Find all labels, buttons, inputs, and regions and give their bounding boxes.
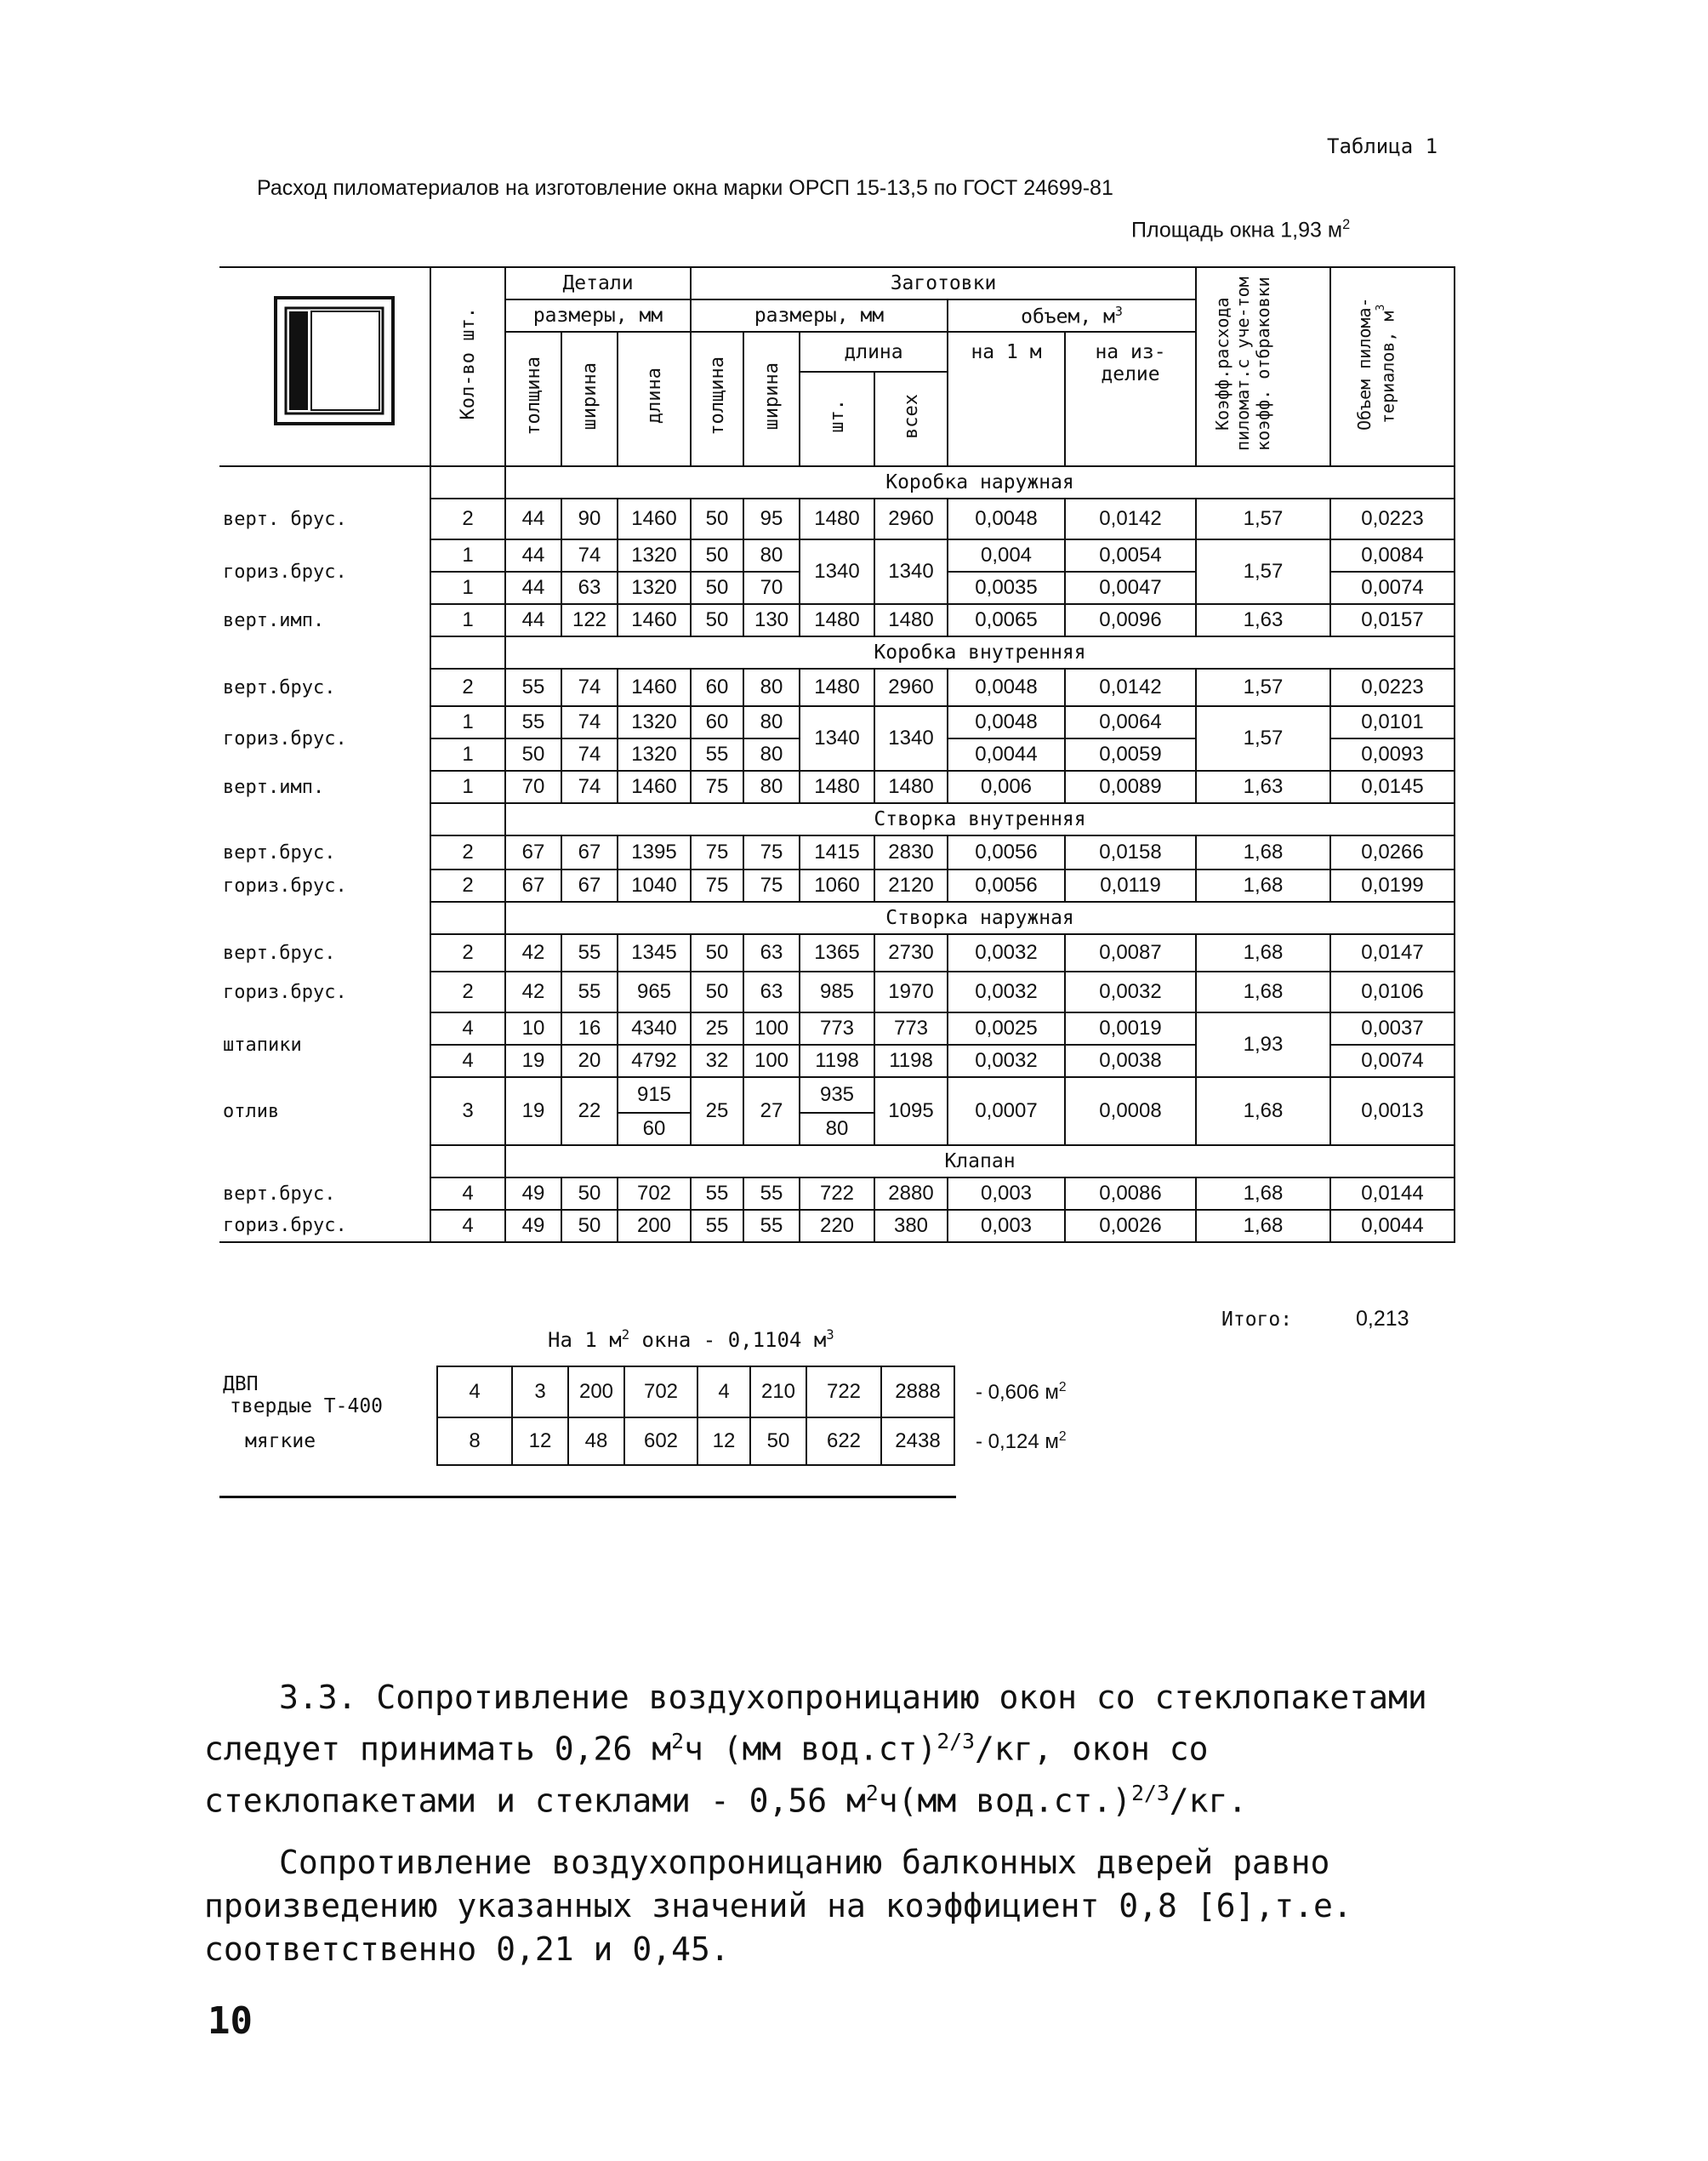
- cell: 55: [505, 706, 561, 738]
- cell: 1040: [618, 870, 691, 902]
- cell: 74: [561, 738, 618, 771]
- cell: 1320: [618, 539, 691, 572]
- cell: 1,93: [1196, 1012, 1330, 1077]
- cell: 0,0145: [1330, 771, 1455, 803]
- table-label: Таблица 1: [1327, 134, 1438, 158]
- cell: 1: [430, 738, 505, 771]
- cell: 1,63: [1196, 604, 1330, 636]
- cell: 1460: [618, 499, 691, 539]
- cell: 75: [743, 870, 800, 902]
- cell: 50: [691, 572, 743, 604]
- header-pcs: шт.: [800, 372, 874, 466]
- dvp-name-2: мягкие: [245, 1430, 316, 1452]
- cell: 0,0093: [1330, 738, 1455, 771]
- page-number: 10: [208, 1999, 253, 2043]
- cell: 44: [505, 499, 561, 539]
- header-b-width: ширина: [743, 332, 800, 466]
- table-caption: Расход пиломатериалов на изготовление окна марки ОРСП 15-13,5 по ГОСТ 24699-81: [257, 176, 1113, 200]
- row-name: верт.брус.: [219, 1177, 430, 1210]
- cell: 1970: [874, 972, 948, 1012]
- cell: 74: [561, 669, 618, 706]
- cell: 965: [618, 972, 691, 1012]
- cell: 622: [806, 1417, 881, 1465]
- cell: 0,0032: [1065, 972, 1196, 1012]
- cell: 2888: [881, 1366, 954, 1417]
- table-row: [219, 706, 1455, 738]
- cell: 0,0037: [1330, 1012, 1455, 1045]
- paragraph-3-3: 3.3. Сопротивление воздухопроницанию окон со стеклопакетами следует принимать 0,26 $м^2ч$ (мм вод.ст)$^{2/3}$/кг, окон со стеклопакетами и стеклами - 0,56 $м^2ч(мм$ вод.ст.)$^{2/3}$/кг.: [204, 1679, 1427, 1820]
- cell: 0,0048: [948, 706, 1065, 738]
- cell: 70: [743, 572, 800, 604]
- header-all: всех: [874, 372, 948, 466]
- cell: 220: [800, 1210, 874, 1242]
- table-row: [219, 934, 1455, 972]
- cell: 80: [743, 539, 800, 572]
- cell: 0,0266: [1330, 835, 1455, 870]
- cell: 0,0032: [948, 972, 1065, 1012]
- per-m2-note: На 1 $м^2$ окна - 0,1104 $м^3$: [548, 1327, 834, 1352]
- cell: 1,68: [1196, 870, 1330, 902]
- header-details: Детали: [505, 267, 691, 299]
- cell: 200: [568, 1366, 624, 1417]
- cell: 80: [743, 738, 800, 771]
- cell: 0,0035: [948, 572, 1065, 604]
- cell: 50: [691, 934, 743, 972]
- window-area-sup: 2: [1342, 217, 1351, 232]
- cell: 32: [691, 1045, 743, 1077]
- cell: 25: [691, 1012, 743, 1045]
- cell: 1415: [800, 835, 874, 870]
- table-row: [219, 972, 1455, 1012]
- cell: 0,006: [948, 771, 1065, 803]
- cell: 1,68: [1196, 972, 1330, 1012]
- cell: 1340: [874, 706, 948, 771]
- cell: 2: [430, 972, 505, 1012]
- cell: 27: [743, 1077, 800, 1145]
- cell: 42: [505, 972, 561, 1012]
- cell: 0,0087: [1065, 934, 1196, 972]
- header-b-thickness: толщина: [691, 332, 743, 466]
- cell: 55: [691, 738, 743, 771]
- cell: 1,57: [1196, 539, 1330, 604]
- cell: 1340: [800, 706, 874, 771]
- cell: 1480: [800, 771, 874, 803]
- cell: 4792: [618, 1045, 691, 1077]
- total-label: Итого:: [1221, 1309, 1293, 1331]
- cell: 0,0106: [1330, 972, 1455, 1012]
- cell: 210: [750, 1366, 806, 1417]
- cell: 1460: [618, 604, 691, 636]
- cell: 2: [430, 499, 505, 539]
- cell: 0,0142: [1065, 669, 1196, 706]
- cell: 0,0047: [1065, 572, 1196, 604]
- cell: 60: [691, 669, 743, 706]
- cell: 0,0054: [1065, 539, 1196, 572]
- cell: 80: [743, 669, 800, 706]
- cell: 75: [691, 870, 743, 902]
- cell: 63: [743, 934, 800, 972]
- cell: 8: [437, 1417, 512, 1465]
- cell: 55: [743, 1177, 800, 1210]
- header-per-item: на из-делие: [1065, 332, 1196, 466]
- cell: 50: [561, 1210, 618, 1242]
- cell: 773: [800, 1012, 874, 1045]
- cell: 55: [561, 934, 618, 972]
- header-d-thickness: толщина: [505, 332, 561, 466]
- cell: 44: [505, 572, 561, 604]
- cell: 0,0086: [1065, 1177, 1196, 1210]
- cell: 50: [561, 1177, 618, 1210]
- cell: 1480: [800, 499, 874, 539]
- cell: 2438: [881, 1417, 954, 1465]
- cell: 10: [505, 1012, 561, 1045]
- table-row: [219, 835, 1455, 870]
- cell: 1060: [800, 870, 874, 902]
- row-name: верт.имп.: [219, 771, 430, 803]
- cell: 1345: [618, 934, 691, 972]
- cell: 985: [800, 972, 874, 1012]
- cell: 4: [430, 1012, 505, 1045]
- cell: 48: [568, 1417, 624, 1465]
- row-name: верт. брус.: [219, 499, 430, 539]
- table-row: [219, 604, 1455, 636]
- row-name: гориз.брус.: [219, 1210, 430, 1242]
- cell: 50: [691, 499, 743, 539]
- cell: 122: [561, 604, 618, 636]
- cell: 20: [561, 1045, 618, 1077]
- cell: 42: [505, 934, 561, 972]
- cell: 0,0157: [1330, 604, 1455, 636]
- cell: 0,0223: [1330, 669, 1455, 706]
- cell: 1365: [800, 934, 874, 972]
- cell: 2: [430, 870, 505, 902]
- header-details-sizes: размеры, мм: [505, 299, 691, 332]
- cell: 75: [691, 771, 743, 803]
- cell: 0,0199: [1330, 870, 1455, 902]
- cell: 2120: [874, 870, 948, 902]
- cell: 1480: [874, 604, 948, 636]
- cell: 0,0013: [1330, 1077, 1455, 1145]
- row-name: верт.имп.: [219, 604, 430, 636]
- cell: 12: [697, 1417, 750, 1465]
- dvp-bottom-rule: [219, 1496, 956, 1498]
- cell: 0,0064: [1065, 706, 1196, 738]
- cell: 50: [691, 972, 743, 1012]
- table-row: [219, 1177, 1455, 1210]
- cell: 0,0065: [948, 604, 1065, 636]
- cell: 4: [430, 1177, 505, 1210]
- cell: 22: [561, 1077, 618, 1145]
- header-d-width: ширина: [561, 332, 618, 466]
- cell: 63: [743, 972, 800, 1012]
- cell: 0,0144: [1330, 1177, 1455, 1210]
- cell: 1: [430, 706, 505, 738]
- cell: 0,003: [948, 1210, 1065, 1242]
- cell: 67: [561, 870, 618, 902]
- cell: 4: [697, 1366, 750, 1417]
- cell: 0,0048: [948, 499, 1065, 539]
- cell: 1340: [800, 539, 874, 604]
- cell: 19: [505, 1077, 561, 1145]
- total-value: 0,213: [1356, 1307, 1409, 1331]
- cell: 1198: [874, 1045, 948, 1077]
- cell: 3: [512, 1366, 568, 1417]
- cell: 2830: [874, 835, 948, 870]
- cell: 1395: [618, 835, 691, 870]
- cell: 200: [618, 1210, 691, 1242]
- cell: 0,0059: [1065, 738, 1196, 771]
- table-row: [219, 1210, 1455, 1242]
- cell: 0,0089: [1065, 771, 1196, 803]
- table-row: [219, 499, 1455, 539]
- row-name: верт.брус.: [219, 835, 430, 870]
- cell: 60: [691, 706, 743, 738]
- cell: 1,63: [1196, 771, 1330, 803]
- cell: 74: [561, 539, 618, 572]
- dvp-result-2: - 0,124 $м^2$: [976, 1428, 1067, 1453]
- cell: 44: [505, 604, 561, 636]
- section-title: Створка внутренняя: [505, 803, 1455, 835]
- cell: 4: [430, 1045, 505, 1077]
- cell: 80: [743, 771, 800, 803]
- cell: 0,0048: [948, 669, 1065, 706]
- row-name: гориз.брус.: [219, 539, 430, 604]
- cell: 100: [743, 1012, 800, 1045]
- paragraph-balcony: Сопротивление воздухопроницанию балконных дверей равно произведению указанных значений на коэффициент 0,8 [6],т.е. соответственно 0,21 и 0,45.: [204, 1844, 1352, 1968]
- cell: 49: [505, 1177, 561, 1210]
- cell: 25: [691, 1077, 743, 1145]
- cell: 67: [505, 835, 561, 870]
- cell: 75: [743, 835, 800, 870]
- cell: 1340: [874, 539, 948, 604]
- cell: 722: [800, 1177, 874, 1210]
- dvp-table: [219, 1366, 1159, 1466]
- cell: 0,0044: [948, 738, 1065, 771]
- cell: 2730: [874, 934, 948, 972]
- table-row: [219, 669, 1455, 706]
- cell: 1: [430, 539, 505, 572]
- cell: 1,68: [1196, 835, 1330, 870]
- cell: 19: [505, 1045, 561, 1077]
- cell: 63: [561, 572, 618, 604]
- cell: 55: [743, 1210, 800, 1242]
- row-name: гориз.брус.: [219, 870, 430, 902]
- cell: 1095: [874, 1077, 948, 1145]
- cell: 50: [691, 604, 743, 636]
- cell: 1,68: [1196, 934, 1330, 972]
- cell: 1,68: [1196, 1077, 1330, 1145]
- cell: 0,0074: [1330, 1045, 1455, 1077]
- cell: 1320: [618, 572, 691, 604]
- cell: 2960: [874, 499, 948, 539]
- window-area-label: Площадь окна 1,93 м: [1131, 218, 1343, 242]
- cell: 1320: [618, 738, 691, 771]
- cell: 0,0084: [1330, 539, 1455, 572]
- cell: 1,57: [1196, 499, 1330, 539]
- section-title: Коробка внутренняя: [505, 636, 1455, 669]
- cell: 1: [430, 572, 505, 604]
- cell: 0,0056: [948, 835, 1065, 870]
- cell: 0,0142: [1065, 499, 1196, 539]
- dvp-title: ДВП: [223, 1373, 259, 1395]
- cell: 50: [505, 738, 561, 771]
- cell: 1,57: [1196, 669, 1330, 706]
- cell: 0,0056: [948, 870, 1065, 902]
- cell: 0,0096: [1065, 604, 1196, 636]
- header-d-length: длина: [618, 332, 691, 466]
- cell: 1480: [874, 771, 948, 803]
- cell: 1320: [618, 706, 691, 738]
- cell: 4340: [618, 1012, 691, 1045]
- cell: 2880: [874, 1177, 948, 1210]
- cell: 1: [430, 604, 505, 636]
- cell: 0,0119: [1065, 870, 1196, 902]
- cell: 50: [691, 539, 743, 572]
- cell: 95: [743, 499, 800, 539]
- cell: 50: [750, 1417, 806, 1465]
- cell: 4: [430, 1210, 505, 1242]
- table-row: [219, 1417, 1159, 1465]
- cell: 0,0223: [1330, 499, 1455, 539]
- dvp-name-1: твердые Т-400: [230, 1395, 384, 1417]
- cell: 915: [618, 1077, 691, 1113]
- cell: 75: [691, 835, 743, 870]
- cell: 0,0008: [1065, 1077, 1196, 1145]
- cell: 0,0032: [948, 1045, 1065, 1077]
- cell: 1: [430, 771, 505, 803]
- row-name: верт.брус.: [219, 669, 430, 706]
- cell: 55: [691, 1210, 743, 1242]
- header-icon-cell: [219, 267, 430, 466]
- cell: 702: [624, 1366, 697, 1417]
- cell: 602: [624, 1417, 697, 1465]
- row-name: гориз.брус.: [219, 972, 430, 1012]
- section-title: Створка наружная: [505, 902, 1455, 934]
- cell: 80: [800, 1113, 874, 1145]
- cell: 2960: [874, 669, 948, 706]
- cell: 2: [430, 835, 505, 870]
- cell: 1480: [800, 669, 874, 706]
- cell: 0,0158: [1065, 835, 1196, 870]
- cell: 55: [505, 669, 561, 706]
- cell: 90: [561, 499, 618, 539]
- cell: 0,004: [948, 539, 1065, 572]
- cell: 0,0044: [1330, 1210, 1455, 1242]
- cell: 0,0101: [1330, 706, 1455, 738]
- cell: 130: [743, 604, 800, 636]
- cell: 55: [691, 1177, 743, 1210]
- table-row: [219, 1012, 1455, 1045]
- cell: 0,0038: [1065, 1045, 1196, 1077]
- cell: 60: [618, 1113, 691, 1145]
- cell: 74: [561, 706, 618, 738]
- cell: 70: [505, 771, 561, 803]
- header-volume: объем, $м^3$: [948, 299, 1196, 332]
- dvp-label: [219, 1366, 437, 1417]
- cell: 55: [561, 972, 618, 1012]
- cell: 100: [743, 1045, 800, 1077]
- cell: 0,0026: [1065, 1210, 1196, 1242]
- cell: 380: [874, 1210, 948, 1242]
- cell: 67: [505, 870, 561, 902]
- section-title: Коробка наружная: [505, 466, 1455, 499]
- cell: 2: [430, 669, 505, 706]
- cell: 1,68: [1196, 1210, 1330, 1242]
- cell: 1460: [618, 771, 691, 803]
- window-area: [1131, 217, 1350, 242]
- cell: 702: [618, 1177, 691, 1210]
- header-coef: Коэфф.расхода пиломат.с уче-том коэфф. отбраковки: [1196, 267, 1330, 466]
- section-title: Клапан: [505, 1145, 1455, 1177]
- cell: 3: [430, 1077, 505, 1145]
- row-name: гориз.брус.: [219, 706, 430, 771]
- header-qty: Кол-во шт.: [430, 267, 505, 466]
- cell: 0,0074: [1330, 572, 1455, 604]
- cell: 722: [806, 1366, 881, 1417]
- table-row: [219, 1366, 1159, 1417]
- cell: 44: [505, 539, 561, 572]
- dvp-result-1: - 0,606 $м^2$: [976, 1379, 1067, 1404]
- lumber-consumption-table: [219, 266, 1455, 1243]
- cell: 0,003: [948, 1177, 1065, 1210]
- cell: 0,0147: [1330, 934, 1455, 972]
- cell: 12: [512, 1417, 568, 1465]
- cell: 1,68: [1196, 1177, 1330, 1210]
- header-blanks: Заготовки: [691, 267, 1196, 299]
- cell: 0,0007: [948, 1077, 1065, 1145]
- cell: 773: [874, 1012, 948, 1045]
- cell: 74: [561, 771, 618, 803]
- cell: 935: [800, 1077, 874, 1113]
- row-name: отлив: [219, 1077, 430, 1145]
- table-row: [219, 1077, 1455, 1113]
- cell: 80: [743, 706, 800, 738]
- header-b-length: длина: [800, 332, 948, 372]
- table-row: [219, 771, 1455, 803]
- cell: 16: [561, 1012, 618, 1045]
- cell: 1198: [800, 1045, 874, 1077]
- cell: 1,57: [1196, 706, 1330, 771]
- cell: 2: [430, 934, 505, 972]
- cell: 67: [561, 835, 618, 870]
- cell: 1480: [800, 604, 874, 636]
- header-blanks-sizes: размеры, мм: [691, 299, 948, 332]
- table-row: [219, 539, 1455, 572]
- cell: 4: [437, 1366, 512, 1417]
- row-name: верт.брус.: [219, 934, 430, 972]
- header-per-m: на 1 м: [948, 332, 1065, 466]
- cell: 49: [505, 1210, 561, 1242]
- header-vol-total: Объем пилома-териалов, $м^3$: [1330, 267, 1455, 466]
- cell: 0,0019: [1065, 1012, 1196, 1045]
- cell: 1460: [618, 669, 691, 706]
- cell: 0,0025: [948, 1012, 1065, 1045]
- cell: 0,0032: [948, 934, 1065, 972]
- table-row: [219, 870, 1455, 902]
- row-name: штапики: [219, 1012, 430, 1077]
